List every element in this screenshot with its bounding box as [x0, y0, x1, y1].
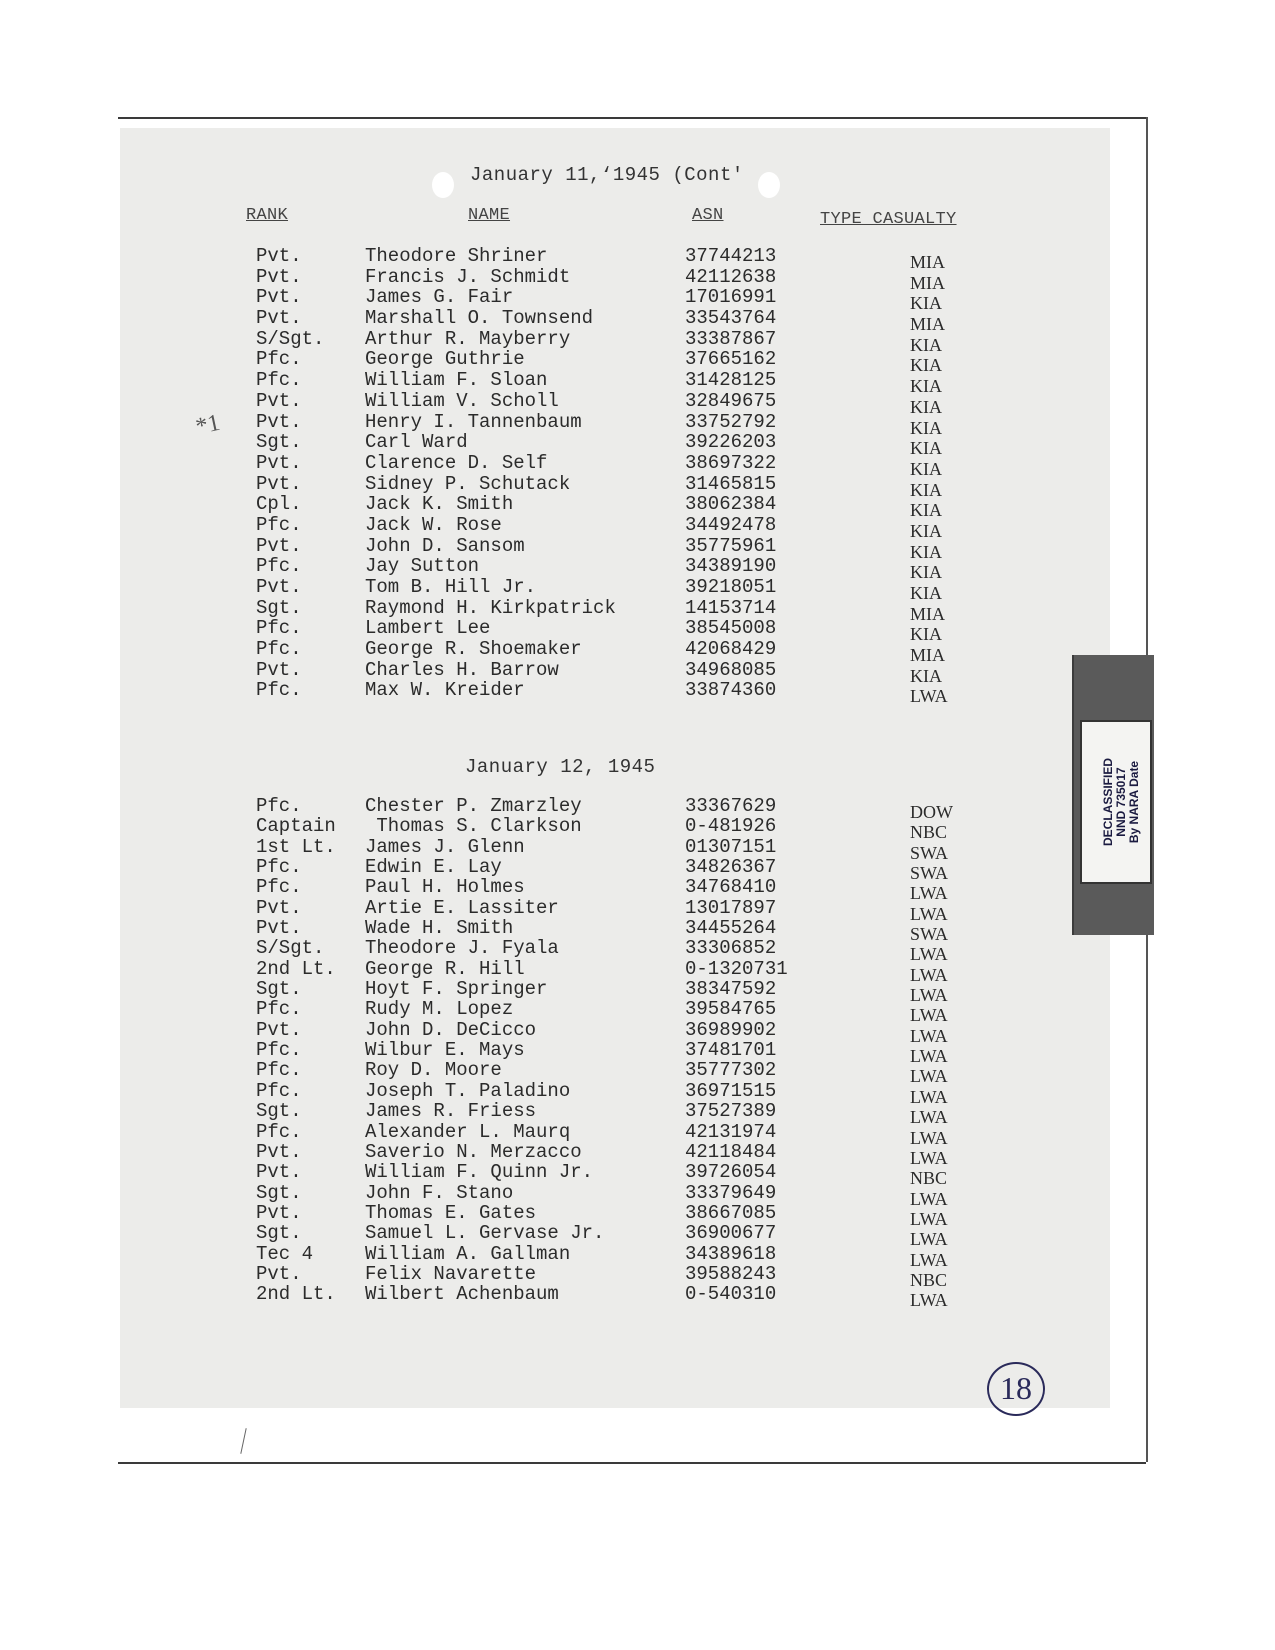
casualty-type-cell: NBC [910, 822, 948, 843]
casualty-type-cell: LWA [910, 903, 948, 924]
table-row [120, 576, 1110, 603]
table-row [120, 1242, 1110, 1270]
section-date-jan-11: January 11,‘1945 (Cont' [470, 164, 744, 186]
rank-cell: Pfc. [256, 369, 302, 392]
header-rank: RANK [246, 206, 289, 225]
rank-cell: Pvt. [256, 265, 302, 288]
table-row [120, 265, 1110, 293]
page-number-circle: 18 [987, 1362, 1045, 1416]
rank-cell: Pvt. [256, 1262, 302, 1285]
asn-cell: 14153714 [685, 596, 777, 619]
table-row [120, 856, 1110, 884]
rank-cell: Pvt. [256, 472, 302, 495]
casualty-type-cell: NBC [910, 1168, 948, 1189]
name-cell: William F. Quinn Jr. [365, 1161, 594, 1184]
name-cell: James J. Glenn [365, 835, 525, 858]
rank-cell: Pfc. [256, 1120, 302, 1143]
asn-cell: 38545008 [685, 617, 777, 640]
casualty-type-cell: MIA [910, 645, 945, 666]
rank-cell: Pfc. [256, 1039, 302, 1062]
casualty-type-cell: LWA [910, 1229, 948, 1250]
rank-cell: Pvt. [256, 389, 302, 412]
casualty-type-cell: LWA [910, 1249, 948, 1270]
name-cell: Francis J. Schmidt [365, 265, 571, 288]
rank-cell: Pfc. [256, 1059, 302, 1082]
header-name: NAME [468, 206, 511, 225]
rank-cell: Sgt. [256, 1222, 302, 1245]
table-row [120, 286, 1110, 314]
table-row [120, 896, 1110, 924]
name-cell: Theodore J. Fyala [365, 937, 559, 960]
asn-cell: 34455264 [685, 917, 777, 940]
casualty-list-jan-11 [120, 245, 1110, 707]
asn-cell: 39588243 [685, 1262, 777, 1285]
table-row [120, 555, 1110, 583]
name-cell: William A. Gallman [365, 1242, 571, 1265]
document-page [120, 128, 1110, 1408]
casualty-type-cell: KIA [910, 520, 942, 541]
table-row [120, 1100, 1110, 1128]
name-cell: James R. Friess [365, 1100, 537, 1123]
asn-cell: 33379649 [685, 1181, 777, 1204]
asn-cell: 0-1320731 [685, 957, 788, 980]
rank-cell: Pvt. [256, 410, 302, 433]
rank-cell: Sgt. [256, 596, 302, 619]
asn-cell: 42068429 [685, 638, 777, 661]
rank-cell: Pfc. [256, 1079, 302, 1102]
table-row [120, 957, 1110, 985]
table-row [120, 348, 1110, 376]
pencil-tick-mark [240, 1428, 246, 1454]
casualty-type-cell: NBC [910, 1269, 948, 1290]
casualty-type-cell: LWA [910, 1127, 948, 1148]
table-row [120, 596, 1110, 624]
asn-cell: 34826367 [685, 856, 777, 879]
casualty-type-cell: LWA [910, 1208, 948, 1229]
rank-cell: Sgt. [256, 1100, 302, 1123]
table-row [120, 998, 1110, 1026]
casualty-type-cell: KIA [910, 458, 942, 479]
asn-cell: 01307151 [685, 835, 777, 858]
table-row [120, 431, 1110, 459]
casualty-type-cell: LWA [910, 1046, 948, 1067]
table-row [120, 1222, 1110, 1250]
name-cell: Carl Ward [365, 431, 468, 454]
table-row [120, 472, 1110, 500]
casualty-type-cell: LWA [910, 883, 948, 904]
rank-cell: Pvt. [256, 1140, 302, 1163]
name-cell: Max W. Kreider [365, 679, 525, 702]
table-row [120, 389, 1110, 417]
casualty-type-cell: MIA [910, 314, 945, 335]
table-row [120, 493, 1110, 521]
asn-cell: 34768410 [685, 876, 777, 899]
asn-cell: 37481701 [685, 1039, 777, 1062]
punch-hole [758, 172, 780, 198]
casualty-type-cell: SWA [910, 842, 949, 863]
casualty-type-cell: LWA [910, 964, 948, 985]
asn-cell: 34389190 [685, 555, 777, 578]
header-asn: ASN [692, 206, 724, 225]
casualty-type-cell: MIA [910, 603, 945, 624]
casualty-type-cell: LWA [910, 1005, 948, 1026]
asn-cell: 39226203 [685, 431, 777, 454]
rank-cell: Pvt. [256, 245, 302, 267]
rank-cell: Pvt. [256, 1018, 302, 1041]
casualty-type-cell: LWA [910, 1107, 948, 1128]
casualty-type-cell: LWA [910, 686, 948, 707]
rank-cell: Pfc. [256, 876, 302, 899]
table-row [120, 1283, 1110, 1311]
name-cell: Alexander L. Maurq [365, 1120, 571, 1143]
name-cell: Jack K. Smith [365, 493, 514, 516]
rank-cell: Pfc. [256, 555, 302, 578]
rank-cell: Cpl. [256, 493, 302, 516]
rank-cell: Captain [256, 815, 336, 838]
asn-cell: 33367629 [685, 795, 777, 817]
rank-cell: Pfc. [256, 617, 302, 640]
casualty-type-cell: KIA [910, 500, 942, 521]
table-row [120, 795, 1110, 822]
name-cell: Saverio N. Merzacco [365, 1140, 582, 1163]
table-row [120, 1201, 1110, 1229]
asn-cell: 0-540310 [685, 1283, 777, 1306]
name-cell: Arthur R. Mayberry [365, 327, 571, 350]
asn-cell: 38667085 [685, 1201, 777, 1224]
rank-cell: Tec 4 [256, 1242, 314, 1265]
rank-cell: Pvt. [256, 286, 302, 309]
table-row [120, 1079, 1110, 1107]
casualty-type-cell: KIA [910, 479, 942, 500]
table-row [120, 815, 1110, 843]
rank-cell: 2nd Lt. [256, 957, 336, 980]
name-cell: George R. Shoemaker [365, 638, 582, 661]
scan-border-top [118, 117, 1146, 119]
asn-cell: 33752792 [685, 410, 777, 433]
casualty-type-cell: LWA [910, 1147, 948, 1168]
name-cell: George R. Hill [365, 957, 525, 980]
table-row [120, 1140, 1110, 1168]
name-cell: John D. Sansom [365, 534, 525, 557]
casualty-type-cell: MIA [910, 272, 945, 293]
rank-cell: Pfc. [256, 513, 302, 536]
table-row [120, 978, 1110, 1006]
table-row [120, 410, 1110, 438]
name-cell: Jack W. Rose [365, 513, 502, 536]
name-cell: Hoyt F. Springer [365, 978, 548, 1001]
name-cell: Roy D. Moore [365, 1059, 502, 1082]
asn-cell: 0-481926 [685, 815, 777, 838]
table-row [120, 835, 1110, 863]
casualty-type-cell: KIA [910, 355, 942, 376]
casualty-type-cell: LWA [910, 1188, 948, 1209]
asn-cell: 42112638 [685, 265, 777, 288]
table-row [120, 617, 1110, 645]
name-cell: William F. Sloan [365, 369, 548, 392]
name-cell: Henry I. Tannenbaum [365, 410, 582, 433]
rank-cell: Pvt. [256, 576, 302, 598]
rank-cell: 2nd Lt. [256, 1283, 336, 1306]
rank-cell: Pvt. [256, 307, 302, 330]
table-row [120, 917, 1110, 945]
rank-cell: Pvt. [256, 534, 302, 557]
name-cell: Wilbur E. Mays [365, 1039, 525, 1062]
asn-cell: 37665162 [685, 348, 777, 371]
casualty-type-cell: KIA [910, 376, 942, 397]
name-cell: Paul H. Holmes [365, 876, 525, 899]
casualty-type-cell: KIA [910, 293, 942, 314]
asn-cell: 39584765 [685, 998, 777, 1021]
asn-cell: 13017897 [685, 896, 777, 919]
name-cell: Raymond H. Kirkpatrick [365, 596, 616, 619]
rank-cell: Sgt. [256, 431, 302, 454]
name-cell: Clarence D. Self [365, 451, 548, 474]
casualty-type-cell: LWA [910, 1086, 948, 1107]
name-cell: Thomas E. Gates [365, 1201, 537, 1224]
table-row [120, 937, 1110, 965]
asn-cell: 36989902 [685, 1018, 777, 1041]
asn-cell: 38697322 [685, 451, 777, 474]
casualty-type-cell: LWA [910, 944, 948, 965]
declassified-stamp [1080, 720, 1152, 884]
table-row [120, 307, 1110, 335]
name-cell: Rudy M. Lopez [365, 998, 514, 1021]
asn-cell: 33543764 [685, 307, 777, 330]
table-row [120, 327, 1110, 355]
table-row [120, 658, 1110, 686]
name-cell: Edwin E. Lay [365, 856, 502, 879]
asn-cell: 42131974 [685, 1120, 777, 1143]
asn-cell: 38347592 [685, 978, 777, 1001]
asn-cell: 33306852 [685, 937, 777, 960]
asn-cell: 35777302 [685, 1059, 777, 1082]
rank-cell: Sgt. [256, 1181, 302, 1204]
rank-cell: Pvt. [256, 896, 302, 919]
name-cell: James G. Fair [365, 286, 514, 309]
asn-cell: 37527389 [685, 1100, 777, 1123]
name-cell: John F. Stano [365, 1181, 514, 1204]
table-row [120, 451, 1110, 479]
asn-cell: 17016991 [685, 286, 777, 309]
scan-border-bottom [118, 1462, 1146, 1464]
rank-cell: Pvt. [256, 1161, 302, 1184]
table-row [120, 1039, 1110, 1067]
table-row [120, 534, 1110, 562]
asn-cell: 34389618 [685, 1242, 777, 1265]
table-row [120, 1181, 1110, 1209]
asn-cell: 39726054 [685, 1161, 777, 1184]
name-cell: Sidney P. Schutack [365, 472, 571, 495]
name-cell: John D. DeCicco [365, 1018, 537, 1041]
casualty-type-cell: SWA [910, 863, 949, 884]
casualty-type-cell: KIA [910, 417, 942, 438]
table-row [120, 245, 1110, 272]
table-row [120, 876, 1110, 904]
rank-cell: Sgt. [256, 978, 302, 1001]
name-cell: Charles H. Barrow [365, 658, 559, 681]
handwritten-margin-mark: *1 [193, 409, 223, 441]
casualty-type-cell: KIA [910, 562, 942, 583]
asn-cell: 37744213 [685, 245, 777, 267]
asn-cell: 42118484 [685, 1140, 777, 1163]
casualty-type-cell: KIA [910, 624, 942, 645]
asn-cell: 34492478 [685, 513, 777, 536]
casualty-type-cell: KIA [910, 396, 942, 417]
asn-cell: 36971515 [685, 1079, 777, 1102]
rank-cell: Pfc. [256, 348, 302, 371]
name-cell: Thomas S. Clarkson [365, 815, 582, 838]
rank-cell: Pvt. [256, 451, 302, 474]
asn-cell: 36900677 [685, 1222, 777, 1245]
rank-cell: Pfc. [256, 856, 302, 879]
name-cell: Jay Sutton [365, 555, 480, 578]
rank-cell: Pvt. [256, 917, 302, 940]
asn-cell: 39218051 [685, 576, 777, 598]
table-row [120, 369, 1110, 397]
rank-cell: Pfc. [256, 679, 302, 702]
rank-cell: S/Sgt. [256, 327, 325, 350]
asn-cell: 31428125 [685, 369, 777, 392]
rank-cell: Pfc. [256, 638, 302, 661]
casualty-type-cell: KIA [910, 334, 942, 355]
casualty-type-cell: KIA [910, 438, 942, 459]
casualty-list-jan-12 [120, 795, 1110, 1311]
asn-cell: 34968085 [685, 658, 777, 681]
name-cell: Samuel L. Gervase Jr. [365, 1222, 605, 1245]
punch-hole [432, 172, 454, 198]
casualty-type-cell: LWA [910, 985, 948, 1006]
table-row [120, 1161, 1110, 1189]
casualty-type-cell: LWA [910, 1025, 948, 1046]
rank-cell: Pvt. [256, 658, 302, 681]
asn-cell: 31465815 [685, 472, 777, 495]
name-cell: Tom B. Hill Jr. [365, 576, 537, 598]
name-cell: Joseph T. Paladino [365, 1079, 571, 1102]
rank-cell: 1st Lt. [256, 835, 336, 858]
name-cell: Theodore Shriner [365, 245, 548, 267]
casualty-type-cell: MIA [910, 252, 945, 272]
asn-cell: 35775961 [685, 534, 777, 557]
header-type-casualty: TYPE CASUALTY [820, 210, 957, 229]
casualty-type-cell: LWA [910, 1290, 948, 1311]
name-cell: Wilbert Achenbaum [365, 1283, 559, 1306]
name-cell: Felix Navarette [365, 1262, 537, 1285]
rank-cell: Pfc. [256, 998, 302, 1021]
table-row [120, 513, 1110, 541]
rank-cell: Pfc. [256, 795, 302, 817]
table-row [120, 1018, 1110, 1046]
asn-cell: 38062384 [685, 493, 777, 516]
casualty-type-cell: KIA [910, 541, 942, 562]
casualty-type-cell: SWA [910, 924, 949, 945]
casualty-type-cell: KIA [910, 665, 942, 686]
table-row [120, 638, 1110, 666]
asn-cell: 33387867 [685, 327, 777, 350]
name-cell: Lambert Lee [365, 617, 491, 640]
section-date-jan-12: January 12, 1945 [465, 756, 656, 778]
name-cell: George Guthrie [365, 348, 525, 371]
name-cell: William V. Scholl [365, 389, 559, 412]
name-cell: Artie E. Lassiter [365, 896, 559, 919]
asn-cell: 33874360 [685, 679, 777, 702]
asn-cell: 32849675 [685, 389, 777, 412]
table-row [120, 1059, 1110, 1087]
stamp-text: DECLASSIFIED NND 735017 By NARA Date [1101, 758, 1141, 847]
name-cell: Chester P. Zmarzley [365, 795, 582, 817]
table-row [120, 1120, 1110, 1148]
name-cell: Wade H. Smith [365, 917, 514, 940]
rank-cell: S/Sgt. [256, 937, 325, 960]
table-row [120, 679, 1110, 707]
casualty-type-cell: LWA [910, 1066, 948, 1087]
casualty-type-cell: DOW [910, 802, 953, 822]
name-cell: Marshall O. Townsend [365, 307, 594, 330]
rank-cell: Pvt. [256, 1201, 302, 1224]
casualty-type-cell: KIA [910, 583, 942, 603]
table-row [120, 1262, 1110, 1290]
